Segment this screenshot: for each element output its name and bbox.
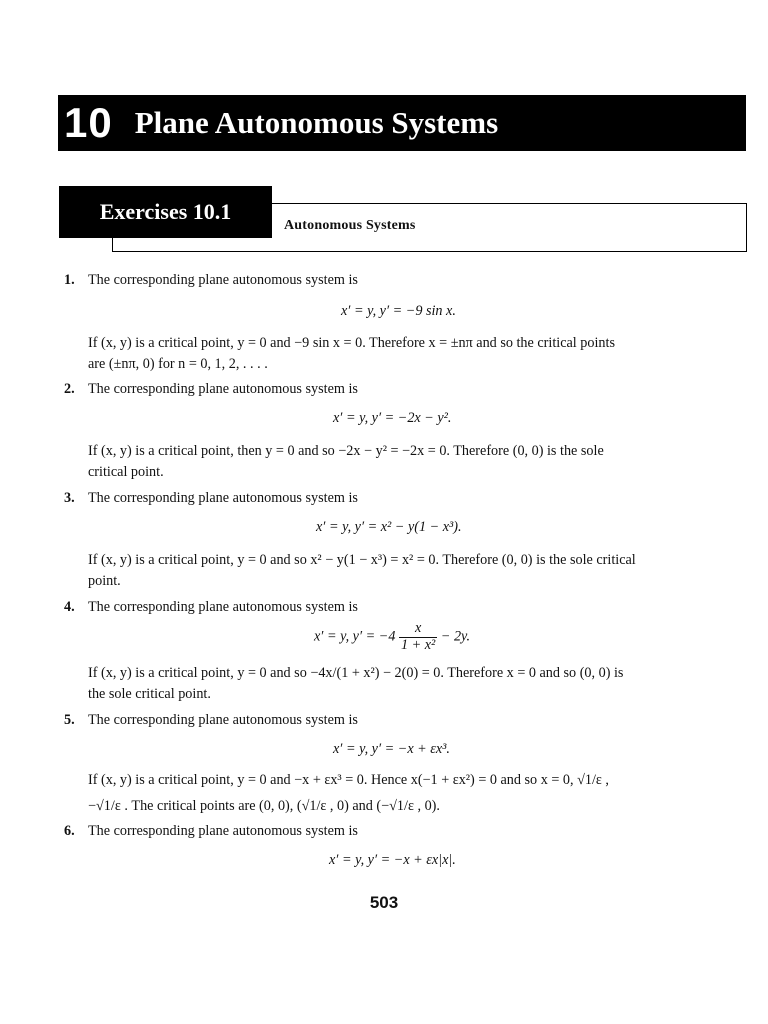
page-number: 503: [369, 893, 399, 912]
exercise-label: Exercises 10.1: [59, 186, 272, 238]
fraction-denominator: 1 + x²: [400, 636, 436, 653]
problem-text: −√1/ε . The critical points are (0, 0), (√1/ε , 0) and (−√1/ε , 0).: [88, 798, 440, 814]
problem-number: 6.: [64, 823, 75, 839]
problem-intro: The corresponding plane autonomous system is: [88, 272, 358, 288]
equation-left: x′ = y, y′ = −4: [314, 628, 396, 645]
equation-fraction: [399, 621, 437, 653]
problem-text: If (x, y) is a critical point, y = 0 and −x + εx³ = 0. Hence x(−1 + εx²) = 0 and so x = 0, √1/ε ,: [88, 772, 609, 788]
problem-intro: The corresponding plane autonomous system is: [88, 490, 358, 506]
problem-equation: x′ = y, y′ = −x + εx³.: [333, 741, 450, 757]
problem-number: 1.: [64, 272, 75, 288]
problem-text: critical point.: [88, 464, 164, 480]
problem-text: point.: [88, 573, 121, 589]
exercise-subtitle: Autonomous Systems: [284, 218, 416, 233]
problem-intro: The corresponding plane autonomous system is: [88, 823, 358, 839]
problem-equation: x′ = y, y′ = −9 sin x.: [341, 303, 456, 319]
equation-right: − 2y.: [440, 628, 471, 645]
problem-equation: x′ = y, y′ = x² − y(1 − x³).: [316, 519, 462, 535]
problem-intro: The corresponding plane autonomous system is: [88, 381, 358, 397]
problem-number: 2.: [64, 381, 75, 397]
problem-intro: The corresponding plane autonomous system is: [88, 599, 358, 615]
chapter-number: 10: [64, 99, 113, 146]
problem-equation: x′ = y, y′ = −2x − y².: [333, 410, 452, 426]
problem-text: are (±nπ, 0) for n = 0, 1, 2, . . . .: [88, 356, 268, 372]
problem-equation: x′ = y, y′ = −x + εx|x|.: [329, 852, 456, 868]
problem-equation: [314, 621, 470, 653]
problem-text: the sole critical point.: [88, 686, 211, 702]
problem-text: If (x, y) is a critical point, then y = 0 and so −2x − y² = −2x = 0. Therefore (0, 0) is the sole: [88, 443, 604, 459]
problem-number: 5.: [64, 712, 75, 728]
problem-text: If (x, y) is a critical point, y = 0 and so −4x/(1 + x²) − 2(0) = 0. Therefore x = 0 and so (0, 0) is: [88, 665, 624, 681]
fraction-numerator: x: [414, 620, 422, 636]
problem-number: 4.: [64, 599, 75, 615]
problem-intro: The corresponding plane autonomous system is: [88, 712, 358, 728]
problem-text: If (x, y) is a critical point, y = 0 and so x² − y(1 − x³) = x² = 0. Therefore (0, 0) is the sole critical: [88, 552, 636, 568]
chapter-header: [58, 95, 746, 151]
problem-text: If (x, y) is a critical point, y = 0 and −9 sin x = 0. Therefore x = ±nπ and so the critical points: [88, 335, 615, 351]
problem-number: 3.: [64, 490, 75, 506]
chapter-title: Plane Autonomous Systems: [134, 105, 499, 140]
